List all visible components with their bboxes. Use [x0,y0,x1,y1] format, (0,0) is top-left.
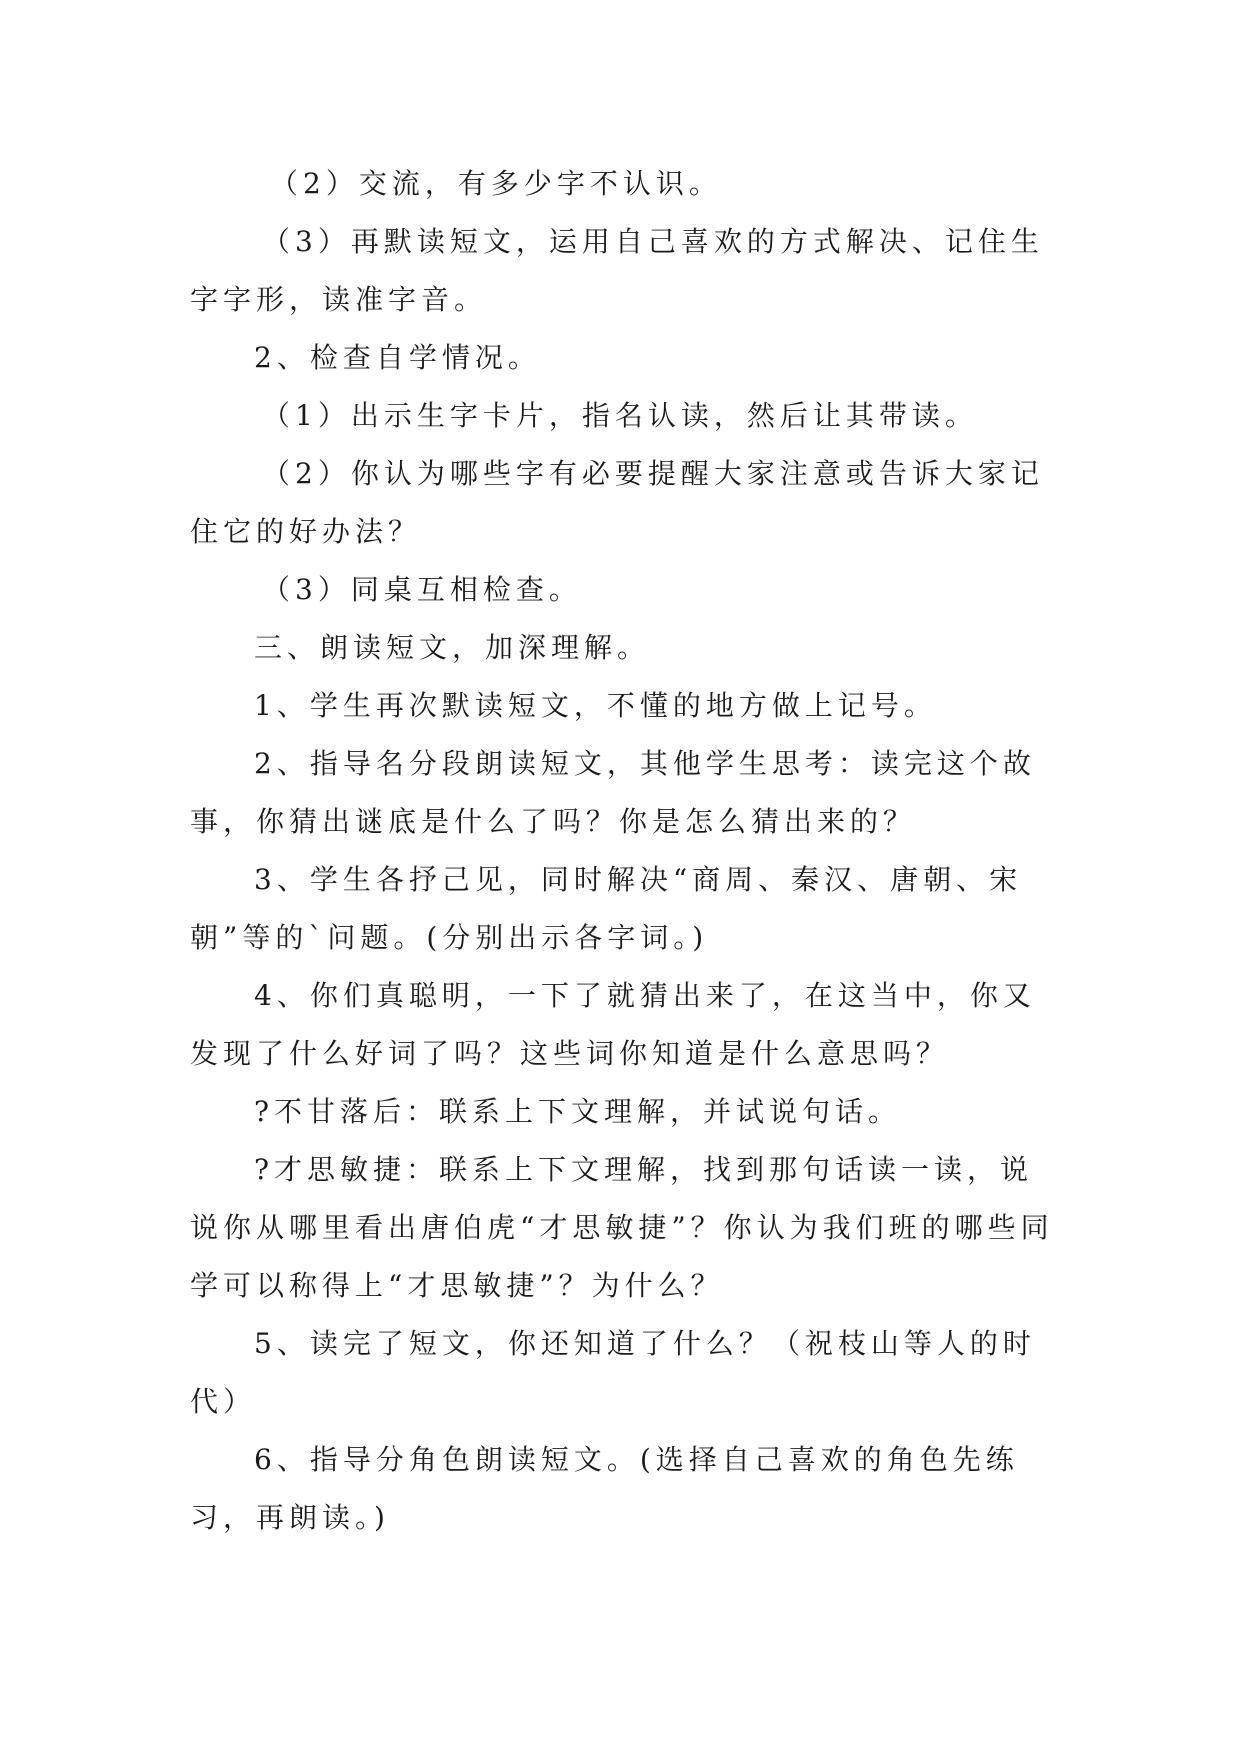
paragraph-show-word-cards: （1）出示生字卡片，指名认读，然后让其带读。 [262,399,978,432]
paragraph-mark-unclear: 1、学生再次默读短文，不懂的地方做上记号。 [254,689,937,722]
paragraph-check-self-study: 2、检查自学情况。 [254,341,541,374]
paragraph-caisi-minjie: ?才思敏捷：联系上下文理解，找到那句话读一读，说说你从哪里看出唐伯虎“才思敏捷”？你认为我们班的哪些同学可以称得上“才思敏捷”？为什么？ [190,1153,1054,1302]
section-heading-read-aloud: 三、朗读短文，加深理解。 [254,631,651,664]
paragraph-good-words: 4、你们真聪明，一下了就猜出来了，在这当中，你又发现了什么好词了吗？这些词你知道是什么意思吗？ [190,979,1036,1070]
paragraph-silent-read-again: （3）再默读短文，运用自己喜欢的方式解决、记住生字字形，读准字音。 [190,225,1044,316]
paragraph-exchange-unknown-chars: （2）交流，有多少字不认识。 [270,167,722,200]
paragraph-role-reading: 6、指导分角色朗读短文。(选择自己喜欢的角色先练习，再朗读。) [190,1443,1019,1534]
paragraph-bugan-luohou: ?不甘落后：联系上下文理解，并试说句话。 [254,1095,902,1128]
document-body [190,155,1054,1547]
paragraph-remind-tips: （2）你认为哪些字有必要提醒大家注意或告诉大家记住它的好办法？ [190,457,1044,548]
paragraph-guess-riddle: 2、指导名分段朗读短文，其他学生思考：读完这个故事，你猜出谜底是什么了吗？你是怎么猜出来的？ [190,747,1036,838]
paragraph-what-else-learned: 5、读完了短文，你还知道了什么？（祝枝山等人的时代） [190,1327,1036,1418]
paragraph-dynasties: 3、学生各抒己见，同时解决“商周、秦汉、唐朝、宋朝”等的`问题。(分别出示各字词。) [190,863,1023,954]
paragraph-deskmate-check: （3）同桌互相检查。 [262,573,582,606]
